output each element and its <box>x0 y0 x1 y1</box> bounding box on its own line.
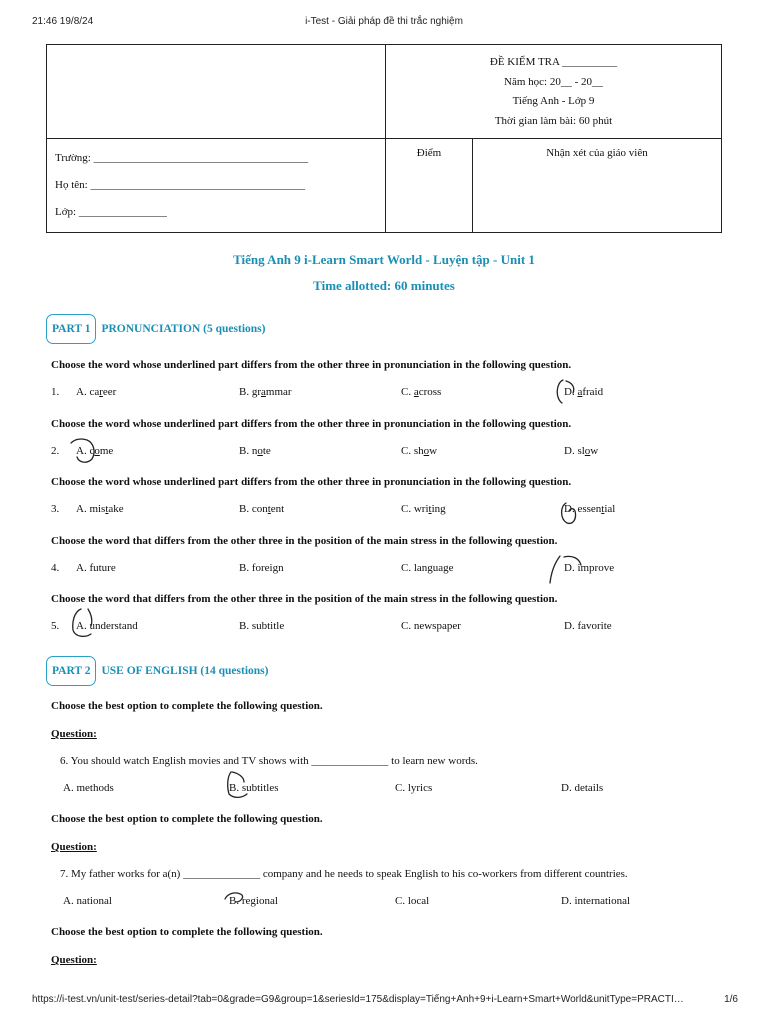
q1-option-c[interactable]: C. across <box>401 386 442 398</box>
q6-option-d[interactable]: D. details <box>561 782 604 794</box>
q7-instruction: Choose the best option to complete the following question. <box>51 813 323 825</box>
name-field: Họ tên: _______________________________________ <box>55 179 305 191</box>
exam-header-cell <box>386 45 722 139</box>
part2-label: USE OF ENGLISH (14 questions) <box>101 665 269 677</box>
q3-option-d[interactable]: D. essential <box>564 503 616 515</box>
q4-option-a[interactable]: A. future <box>76 562 116 574</box>
q6-text: 6. You should watch English movies and TV shows with ______________ to learn new words. <box>60 755 478 767</box>
q2-option-b[interactable]: B. note <box>239 445 271 457</box>
q2-instruction: Choose the word whose underlined part differs from the other three in pronunciation in the following question. <box>51 418 572 430</box>
print-datetime: 21:46 19/8/24 <box>32 16 94 27</box>
q6-option-a[interactable]: A. methods <box>63 782 114 794</box>
q7-option-b[interactable]: B. regional <box>229 895 278 907</box>
q1-option-d[interactable]: D. afraid <box>564 386 604 398</box>
q7-question-label: Question: <box>51 841 97 853</box>
school-year: Năm học: 20__ - 20__ <box>504 75 603 88</box>
q8-question-label: Question: <box>51 954 97 966</box>
exam-info-table <box>46 44 722 233</box>
print-page-title: i-Test - Giải pháp đề thi trắc nghiệm <box>305 16 463 27</box>
q3-number: 3. <box>51 503 60 515</box>
q5-option-d[interactable]: D. favorite <box>564 620 612 632</box>
score-cell <box>386 139 473 233</box>
remark-label: Nhận xét của giáo viên <box>546 147 648 159</box>
q7-option-a[interactable]: A. national <box>63 895 112 907</box>
q7-option-c[interactable]: C. local <box>395 895 430 907</box>
print-page-number: 1/6 <box>724 994 738 1005</box>
q4-instruction: Choose the word that differs from the other three in the position of the main stress in the following question. <box>51 535 558 547</box>
q3-option-c[interactable]: C. writing <box>401 503 446 515</box>
exam-heading: ĐỀ KIỂM TRA __________ <box>489 56 618 68</box>
subject: Tiếng Anh - Lớp 9 <box>512 95 595 107</box>
q5-number: 5. <box>51 620 60 632</box>
part1-badge: PART 1 <box>46 314 96 344</box>
score-label: Điểm <box>416 147 442 159</box>
time-allotted: Time allotted: 60 minutes <box>313 278 455 293</box>
q7-option-d[interactable]: D. international <box>561 895 631 907</box>
q3-instruction: Choose the word whose underlined part differs from the other three in pronunciation in the following question. <box>51 476 572 488</box>
q2-option-a[interactable]: A. come <box>76 445 114 457</box>
q1-option-a[interactable]: A. career <box>76 386 117 398</box>
q6-option-c[interactable]: C. lyrics <box>395 782 433 794</box>
q4-number: 4. <box>51 562 60 574</box>
q4-option-c[interactable]: C. language <box>401 562 454 574</box>
q5-instruction: Choose the word that differs from the other three in the position of the main stress in the following question. <box>51 593 558 605</box>
duration: Thời gian làm bài: 60 phút <box>494 114 613 127</box>
part1-header <box>46 315 265 343</box>
test-title: Tiếng Anh 9 i-Learn Smart World - Luyện tập - Unit 1 <box>233 252 535 267</box>
remark-cell <box>473 139 722 233</box>
class-field: Lớp: ________________ <box>55 206 167 218</box>
print-url: https://i-test.vn/unit-test/series-detail?tab=0&grade=G9&group=1&seriesId=175&display=Tiếng+Anh+9+i-Learn+Smart+World&unitType=PRACTI… <box>32 994 684 1005</box>
q1-instruction: Choose the word whose underlined part differs from the other three in pronunciation in the following question. <box>51 359 572 371</box>
q5-option-a[interactable]: A. understand <box>76 620 138 632</box>
student-fields-cell <box>47 139 386 233</box>
part1-label: PRONUNCIATION (5 questions) <box>101 323 266 335</box>
q1-number: 1. <box>51 386 60 398</box>
q6-question-label: Question: <box>51 728 97 740</box>
q2-option-c[interactable]: C. show <box>401 445 438 457</box>
school-field: Trường: _______________________________________ <box>55 152 309 164</box>
q4-option-b[interactable]: B. foreign <box>239 562 284 574</box>
q4-option-d[interactable]: D. improve <box>564 562 615 574</box>
q5-option-c[interactable]: C. newspaper <box>401 620 461 632</box>
q8-instruction: Choose the best option to complete the following question. <box>51 926 323 938</box>
q2-number: 2. <box>51 445 60 457</box>
exam-info-blank-cell <box>47 45 386 139</box>
q2-option-d[interactable]: D. slow <box>564 445 599 457</box>
print-footer <box>0 994 768 1008</box>
q6-instruction: Choose the best option to complete the following question. <box>51 700 323 712</box>
q6-option-b[interactable]: B. subtitles <box>229 782 279 794</box>
q5-option-b[interactable]: B. subtitle <box>239 620 285 632</box>
part2-header <box>46 657 268 685</box>
part2-badge: PART 2 <box>46 656 96 686</box>
q3-option-b[interactable]: B. content <box>239 503 285 515</box>
q7-text: 7. My father works for a(n) ______________ company and he needs to speak English to his co-workers from different countries. <box>60 868 628 880</box>
q3-option-a[interactable]: A. mistake <box>76 503 124 515</box>
print-header <box>0 16 768 30</box>
q1-option-b[interactable]: B. grammar <box>239 386 292 398</box>
